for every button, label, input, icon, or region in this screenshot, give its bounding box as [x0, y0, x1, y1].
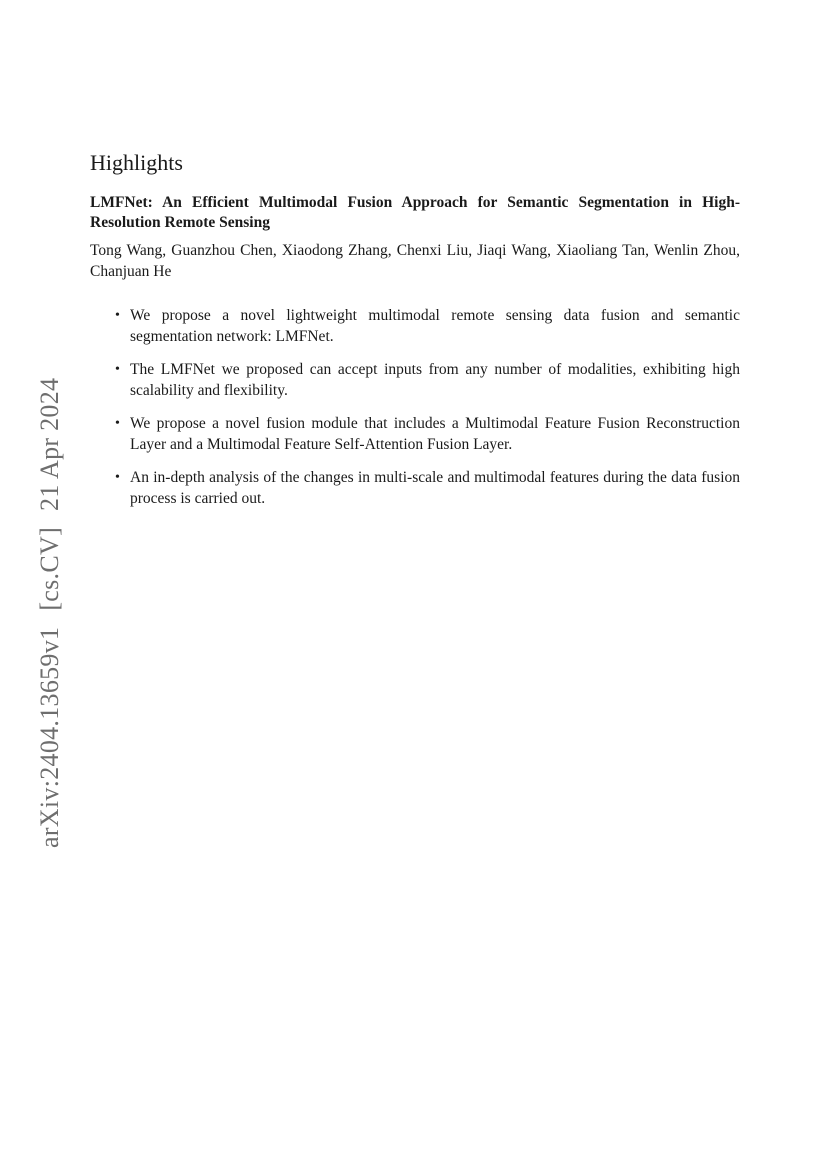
- bullet-icon: •: [115, 416, 120, 431]
- paper-title: LMFNet: An Efficient Multimodal Fusion Approach for Semantic Segmentation in High-Resolution Remote Sensing: [90, 194, 740, 231]
- highlight-text: The LMFNet we proposed can accept inputs from any number of modalities, exhibiting high scalability and flexibility.: [130, 361, 740, 399]
- bullet-icon: •: [115, 362, 120, 377]
- highlight-item: [115, 414, 740, 455]
- bullet-icon: •: [115, 470, 120, 485]
- highlight-item: [115, 306, 740, 347]
- bullet-icon: •: [115, 308, 120, 323]
- highlight-item: [115, 468, 740, 509]
- highlight-text: We propose a novel lightweight multimodal remote sensing data fusion and semantic segmentation network: LMFNet.: [130, 307, 740, 345]
- arxiv-id: arXiv:2404.13659v1: [35, 626, 64, 848]
- highlight-text: An in-depth analysis of the changes in multi-scale and multimodal features during the data fusion process is carried out.: [130, 469, 740, 507]
- arxiv-side-stamp: [37, 378, 63, 848]
- author-list: Tong Wang, Guanzhou Chen, Xiaodong Zhang, Chenxi Liu, Jiaqi Wang, Xiaoliang Tan, Wenlin Zhou, Chanjuan He: [90, 242, 740, 280]
- highlights-section: [90, 150, 740, 522]
- highlight-text: We propose a novel fusion module that includes a Multimodal Feature Fusion Reconstruction Layer and a Multimodal Feature Self-Attention Fusion Layer.: [130, 415, 740, 453]
- arxiv-date: 21 Apr 2024: [35, 377, 64, 511]
- highlight-item: [115, 360, 740, 401]
- arxiv-category: [cs.CV]: [35, 526, 64, 611]
- section-title: Highlights: [90, 150, 183, 175]
- highlights-list: [90, 306, 740, 509]
